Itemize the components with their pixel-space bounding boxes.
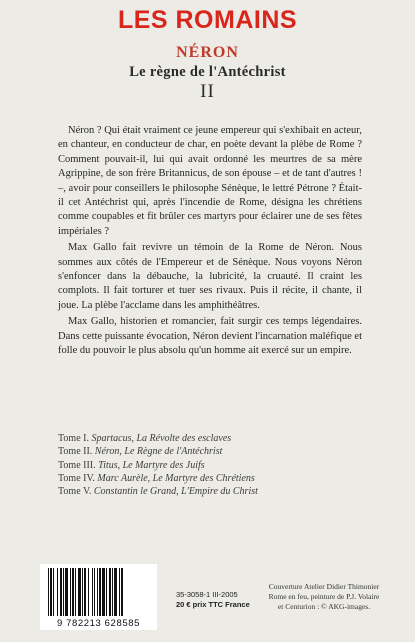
tome-title: Marc Aurèle, Le Martyre des Chrétiens	[97, 472, 255, 484]
barcode-bar	[60, 568, 62, 616]
barcode-bar	[112, 568, 113, 616]
book-subtitle: Le règne de l'Antéchrist	[129, 64, 286, 80]
tome-title: Spartacus, La Révolte des esclaves	[91, 433, 232, 444]
barcode-bar	[70, 568, 71, 616]
barcode-bar	[63, 568, 64, 616]
reference-code: 35-3058-1 III-2005	[176, 590, 238, 599]
credits-line: Couverture Atelier Didier Thimonier	[268, 582, 380, 591]
barcode-bar	[99, 568, 101, 616]
tome-item	[58, 445, 378, 458]
barcode-bar	[114, 568, 117, 616]
price-label: 20 € prix TTC France	[176, 600, 250, 609]
credits-line: et Centurion : © AKG-images.	[277, 602, 371, 611]
reference-block	[176, 590, 250, 610]
barcode-bar	[75, 568, 76, 616]
barcode-bar	[84, 568, 86, 616]
barcode-bar	[72, 568, 74, 616]
tome-title: Constantin le Grand, L'Empire du Christ	[93, 486, 258, 498]
barcode-bar	[82, 568, 83, 616]
barcode-bar	[97, 568, 98, 616]
barcode-bar	[53, 568, 54, 616]
tome-label: Tome I.	[58, 433, 89, 444]
barcode-digits: 9 782213 628585	[57, 618, 140, 629]
volume-number: II	[200, 81, 215, 102]
tome-title: Titus, Le Martyre des Juifs	[98, 459, 205, 471]
barcode-bar	[92, 568, 93, 616]
barcode-bar	[48, 568, 49, 616]
credits-line: Rome en feu, peinture de P.J. Volaire	[268, 592, 380, 601]
blurb-paragraph: Néron ? Qui était vraiment ce jeune empereur qui s'exhibait en acteur, en chanteur, en conducteur de char, en poète devant la plèbe de Rome ? Comment pouvait-il, lui qui avait ordonné les meurtres de sa mère Agrippine, de son frère Britannicus, de son épouse – et de tant d'autres ! –, avoir pour conseillers le philosophe Sénèque, le lettré Pétrone ? Était-il cet Antéchrist qui, après l'incendie de Rome, désigna les chrétiens comme coupables et fit brûler ces martyrs pour éclairer une de ses fêtes impériales ?	[58, 125, 362, 237]
blurb-text	[58, 124, 362, 361]
tome-list	[58, 432, 378, 498]
cover-credits	[254, 582, 394, 612]
tome-item	[58, 472, 378, 485]
blurb-paragraph: Max Gallo fait revivre un témoin de la Rome de Néron. Nous sommes aux côtés de l'Empereur et de Sénèque. Nous voyons Néron s'enfoncer dans la débauche, la lubricité, la cruauté. Il craint les complots. Il fait torturer et tuer ses rivaux. Puis il récite, il chante, il joue. La plèbe l'acclame dans les amphithéâtres.	[58, 242, 362, 311]
barcode-bar	[65, 568, 68, 616]
tome-label: Tome III.	[58, 459, 96, 471]
barcode-bar	[88, 568, 89, 616]
series-title: LES ROMAINS	[117, 6, 298, 34]
barcode-bars-icon	[40, 564, 157, 618]
tome-item	[58, 459, 378, 472]
barcode-bar	[78, 568, 81, 616]
tome-item	[58, 432, 378, 445]
barcode-bar	[57, 568, 58, 616]
blurb-paragraph: Max Gallo, historien et romancier, fait surgir ces temps légendaires. Dans cette puissante évocation, Néron devient l'incarnation maléfique et folle du pouvoir le plus absolu qu'un homme ait exercé sur un empire.	[58, 316, 362, 357]
isbn-barcode	[40, 564, 157, 630]
tome-title: Néron, Le Règne de l'Antéchrist	[94, 446, 223, 458]
tome-item	[58, 485, 378, 498]
tome-label: Tome IV.	[58, 472, 95, 484]
barcode-bar	[109, 568, 111, 616]
book-title: NÉRON	[176, 44, 239, 61]
barcode-bar	[106, 568, 107, 616]
tome-label: Tome V.	[58, 486, 92, 498]
barcode-bar	[121, 568, 123, 616]
barcode-bar	[50, 568, 52, 616]
barcode-bar	[119, 568, 120, 616]
tome-label: Tome II.	[58, 446, 93, 458]
barcode-bar	[94, 568, 95, 616]
barcode-bar	[102, 568, 105, 616]
